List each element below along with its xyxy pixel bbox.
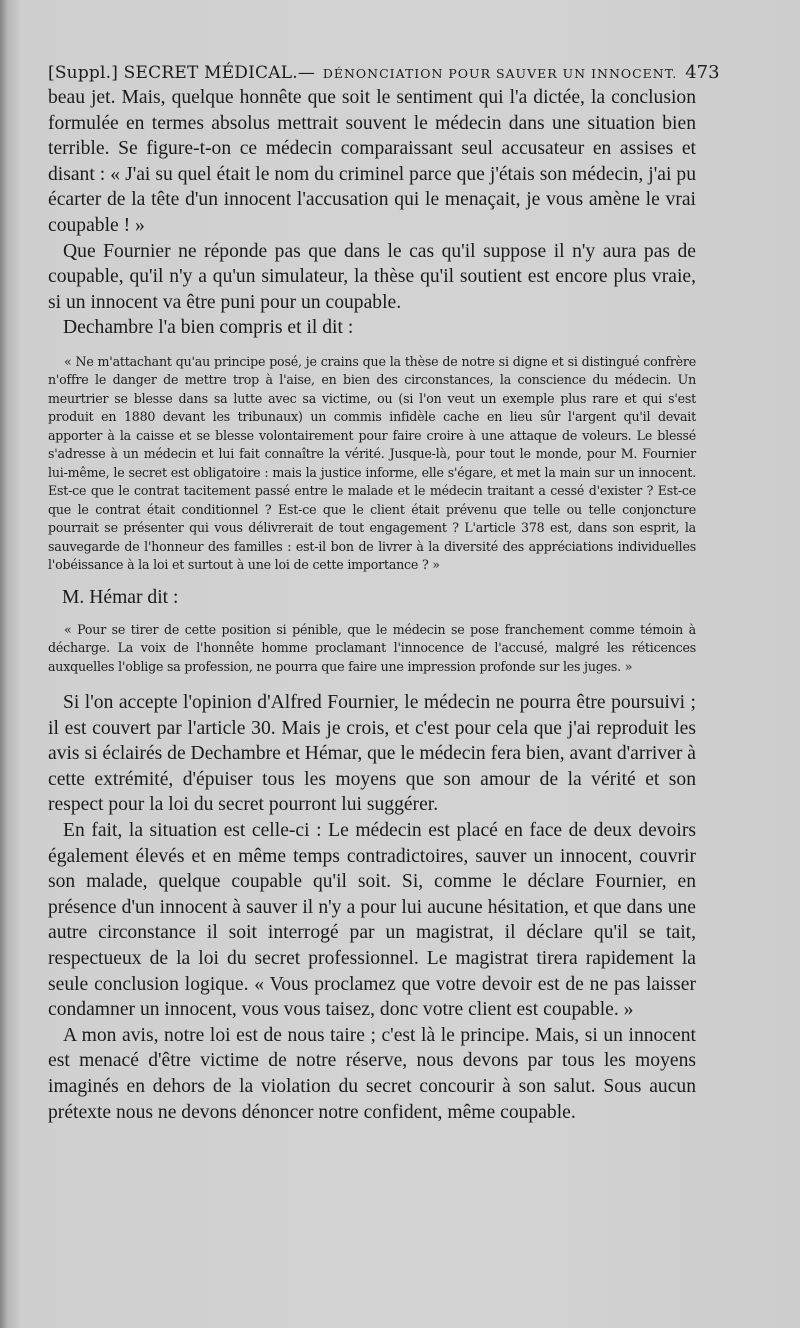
page-content bbox=[48, 62, 720, 1125]
header-subtitle: DÉNONCIATION POUR SAUVER UN INNOCENT. bbox=[322, 66, 678, 81]
running-header bbox=[48, 62, 720, 83]
paragraph-dechambre-intro: Dechambre l'a bien compris et il dit : bbox=[63, 317, 354, 339]
paragraph-opinion: Si l'on accepte l'opinion d'Alfred Fournier, le médecin ne pourra être poursuivi ; il est couvert par l'article 30. Mais je crois, et c'est pour cela que j'ai reproduit les avis si éclairés de Dechambre et Hémar, que le médecin fera bien, avant d'arriver à cette extrémité, d'épuiser tous les moyens que son amour de la vérité et son respect pour la loi du secret pourront lui suggérer. bbox=[48, 692, 696, 816]
paragraph-fournier: Que Fournier ne réponde pas que dans le cas qu'il suppose il n'y aura pas de coupable, qu'il n'y a qu'un simulateur, la thèse qu'il soutient est encore plus vraie, si un innocent va être puni pour un coupable. bbox=[48, 240, 696, 313]
header-section-title: [Suppl.] SECRET MÉDICAL. bbox=[48, 63, 298, 83]
paragraph-continuation: beau jet. Mais, quelque honnête que soit le sentiment qui l'a dictée, la conclusion formulée en termes absolus mettrait souvent le médecin dans une situation bien terrible. Se figure-t-on ce médecin comparaissant seul accusateur en assises et disant : « J'ai su quel était le nom du criminel parce que j'étais son médecin, j'ai pu écarter de la tête d'un innocent l'accusation qui le menaçait, je vous amène le vrai coupable ! » bbox=[48, 87, 696, 236]
paragraph-conclusion: A mon avis, notre loi est de nous taire ; c'est là le principe. Mais, si un innocent est menacé d'être victime de notre réserve, nous devons par tous les moyens imaginés en dehors de la violation du secret concourir à son salut. Sous aucun prétexte nous ne devons dénoncer notre confident, même coupable. bbox=[48, 1024, 696, 1123]
quote-dechambre: « Ne m'attachant qu'au principe posé, je crains que la thèse de notre si digne et si distingué confrère n'offre le danger de mettre trop à l'aise, en bien des circonstances, la conscience du médecin. Un meurtrier se blesse dans sa lutte avec sa victime, ou (si l'on veut un exemple plus rare et qui s'est produit en 1880 devant les tribunaux) un commis infidèle cache en lieu sûr l'argent qu'il devait apporter à la caisse et se blesse volontairement pour faire croire à une attaque de voleurs. Le blessé s'adresse à un médecin et lui fait connaître la vérité. Jusque-là, pour tout le monde, pour M. Fournier lui-même, le secret est obligatoire : mais la justice informe, elle s'égare, et met la main sur un innocent. Est-ce que le contrat tacitement passé entre le malade et le médecin traitant a cessé d'exister ? Est-ce que le contrat était conditionnel ? Est-ce que le client était prévenu que telle ou telle conjoncture pourrait se présenter qui vous délivrerait de tout engagement ? L'article 378 est, dans son esprit, la sauvegarde de l'honneur des familles : est-il bon de livrer à la diversité des appréciations individuelles l'obéissance à la loi et surtout à une loi de cette importance ? » bbox=[48, 353, 696, 573]
paragraph-situation: En fait, la situation est celle-ci : Le médecin est placé en face de deux devoirs également élevés et en même temps contradictoires, sauver un innocent, couvrir son malade, quelque coupable qu'il soit. Si, comme le déclare Fournier, en présence d'un innocent à sauver il n'y a pour lui aucune hésitation, et que dans une autre circonstance il soit interrogé par un magistrat, il déclare qu'il se tait, respectueux de la loi du secret professionnel. Le magistrat tirera rapidement la seule conclusion logique. « Vous proclamez que votre devoir est de ne pas laisser condamner un innocent, vous vous taisez, donc votre client est coupable. » bbox=[48, 820, 696, 1021]
page-number: 473 bbox=[685, 62, 720, 83]
hemar-heading: M. Hémar dit : bbox=[62, 586, 179, 608]
header-dash: — bbox=[297, 63, 315, 83]
quote-hemar: « Pour se tirer de cette position si pénible, que le médecin se pose franchement comme témoin à décharge. La voix de l'honnête homme proclamant l'innocence de l'accusé, malgré les réticences auxquelles l'oblige sa profession, ne pourra que faire une impression profonde sur les juges. » bbox=[48, 621, 696, 674]
